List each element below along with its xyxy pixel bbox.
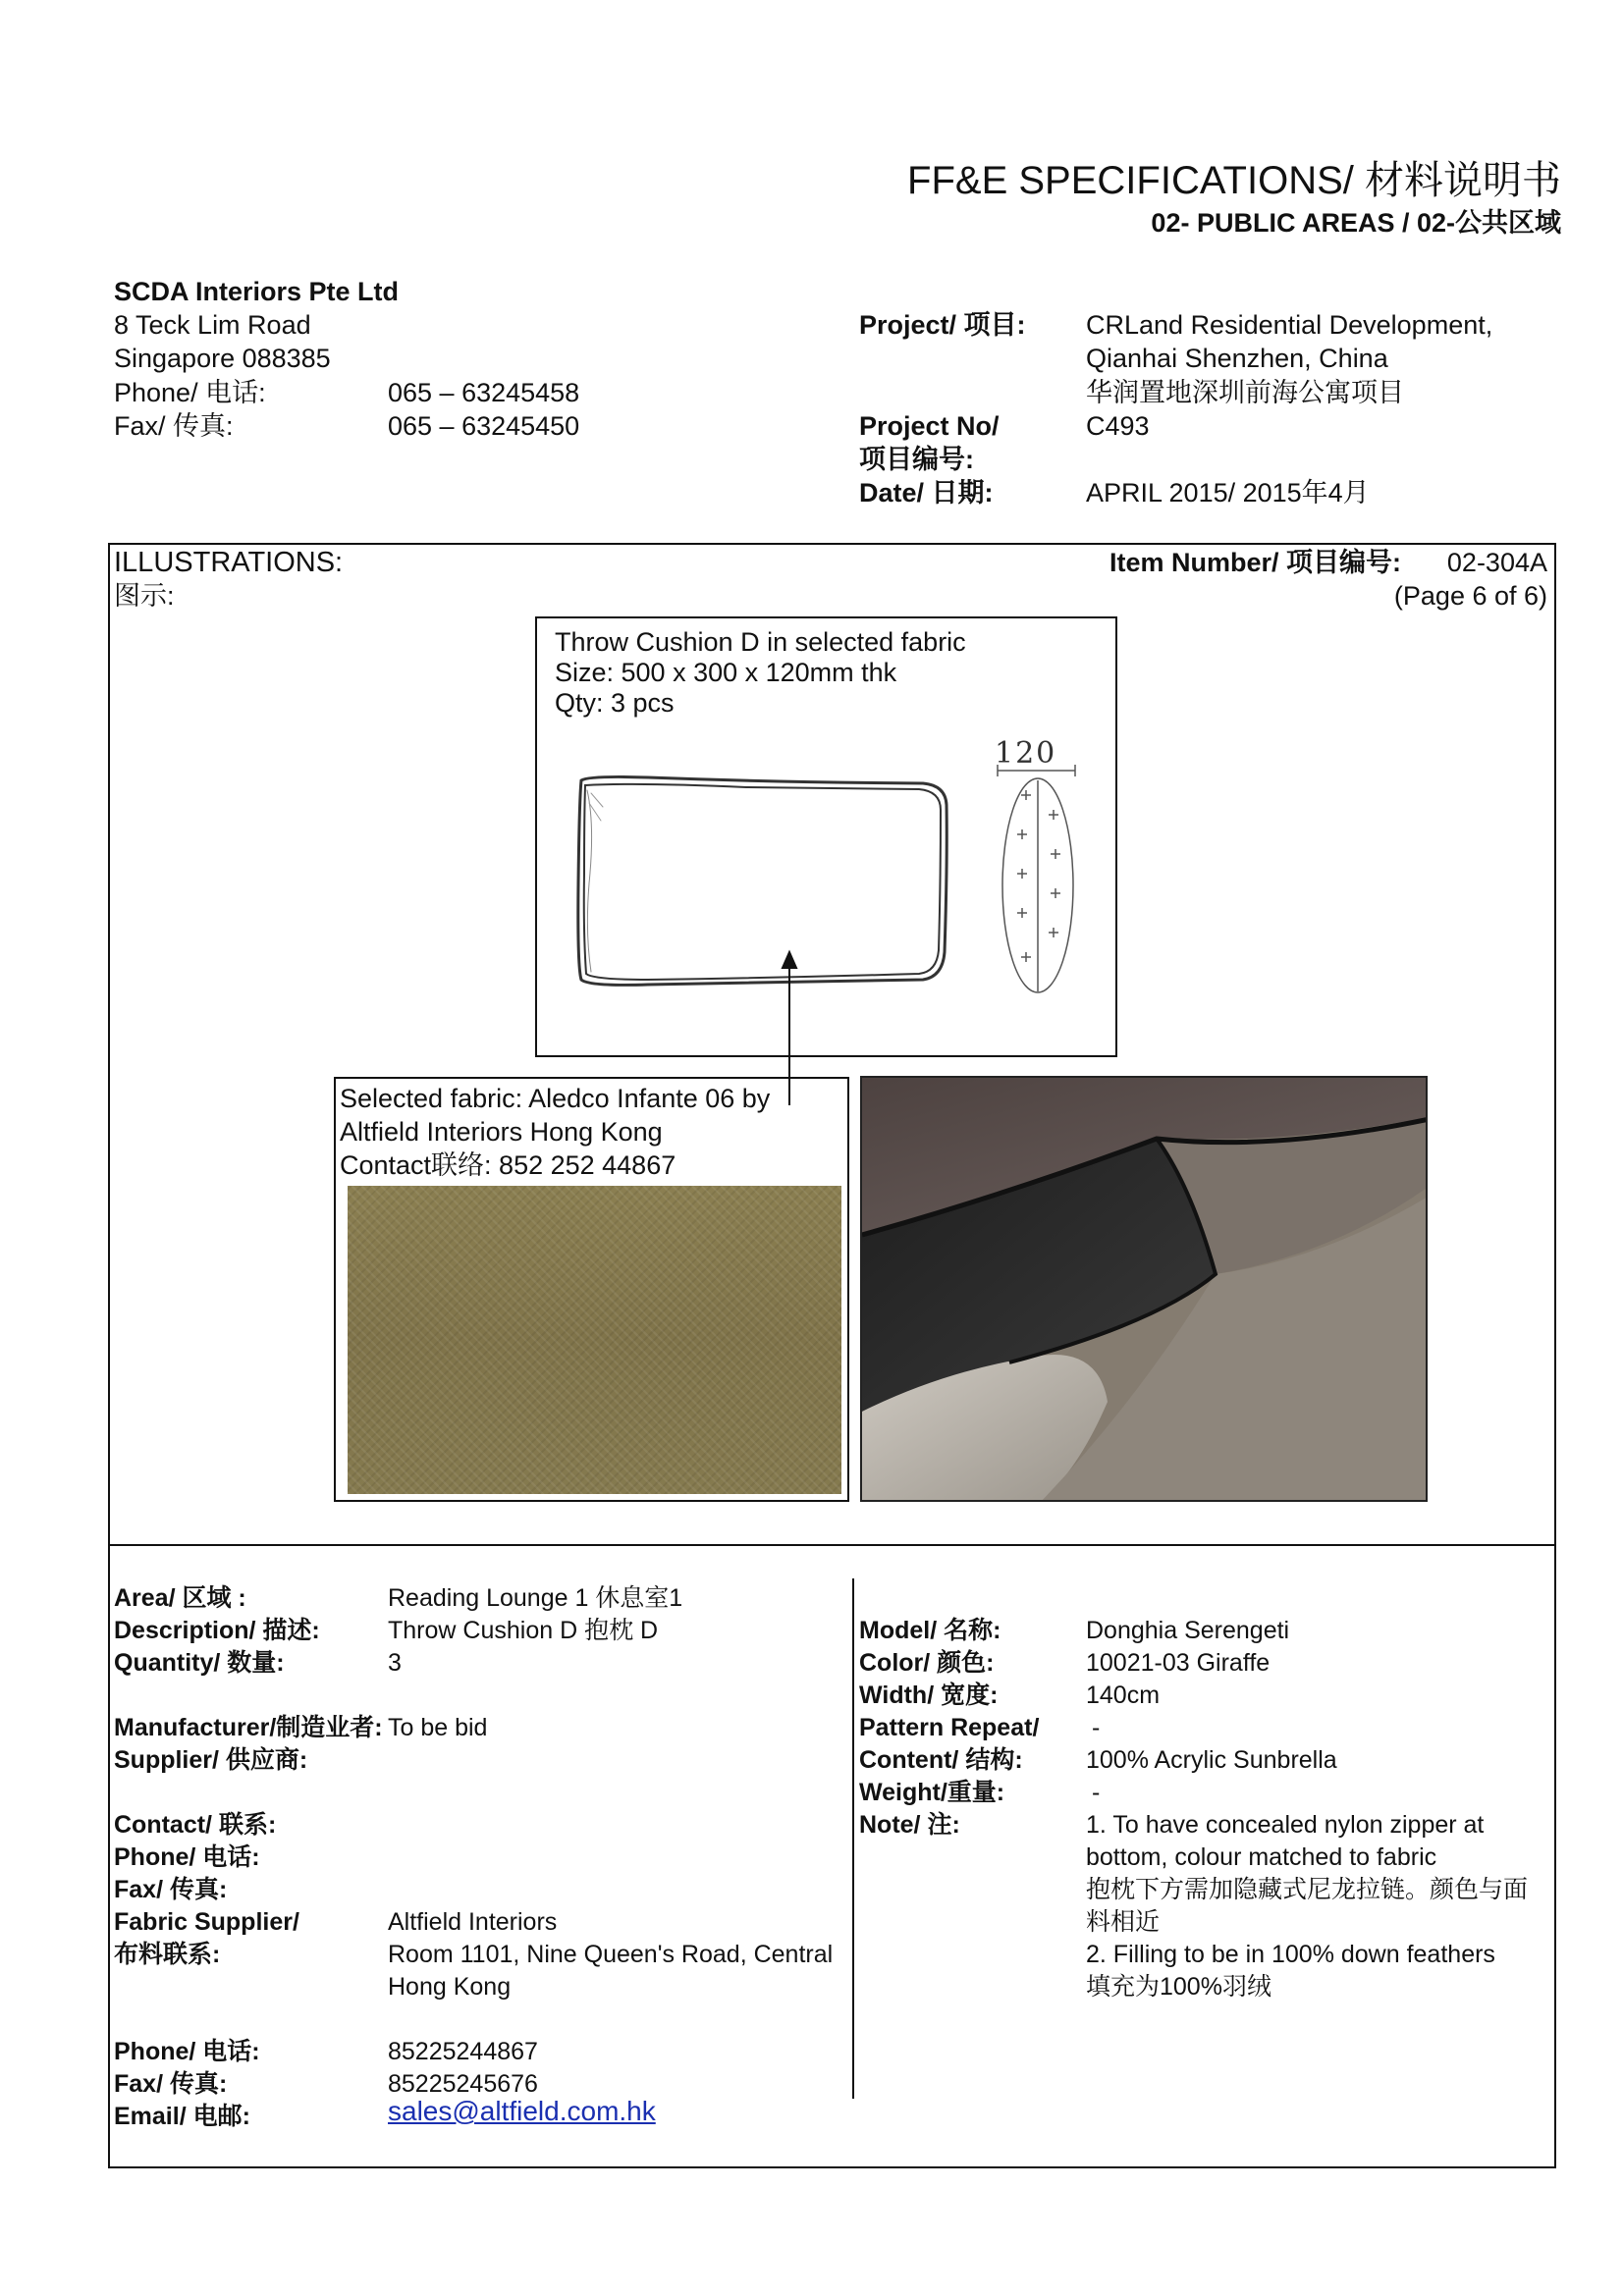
phone-label: Phone/ 电话:	[114, 1843, 260, 1871]
note-line: 抱枕下方需加隐藏式尼龙拉链。颜色与面	[1086, 1876, 1529, 1903]
fabric-supplier-city: Hong Kong	[388, 1973, 512, 2001]
project-name-line: 华润置地深圳前海公寓项目	[1086, 378, 1404, 407]
fabric-supplier-address: Room 1101, Nine Queen's Road, Central	[388, 1941, 834, 1968]
project-label: Project/ 项目:	[859, 310, 1026, 340]
model-value: Donghia Serengeti	[1086, 1617, 1290, 1644]
item-number: 02-304A	[1446, 548, 1547, 577]
fax-label: Fax/ 传真:	[114, 1876, 228, 1903]
company-fax: 065 – 63245450	[388, 411, 580, 441]
page-subtitle: 02- PUBLIC AREAS / 02-公共区域	[1151, 208, 1561, 238]
content-label: Content/ 结构:	[859, 1746, 1023, 1774]
pattern-repeat-value: -	[1092, 1714, 1101, 1741]
note-line: 料相近	[1086, 1908, 1161, 1936]
project-no: C493	[1086, 411, 1150, 441]
illustrations-heading: ILLUSTRATIONS:	[114, 547, 344, 578]
company-name: SCDA Interiors Pte Ltd	[114, 277, 400, 306]
company-phone: 065 – 63245458	[388, 378, 580, 407]
width-label: Width/ 宽度:	[859, 1682, 999, 1709]
column-divider	[852, 1578, 854, 2099]
fabric-supplier-text: Altfield Interiors Hong Kong	[340, 1117, 663, 1147]
description-value: Throw Cushion D 抱枕 D	[388, 1617, 659, 1644]
page-indicator: (Page 6 of 6)	[1393, 581, 1547, 611]
email-link[interactable]: sales@altfield.com.hk	[388, 2096, 656, 2126]
supplier-phone: 85225244867	[388, 2038, 538, 2065]
project-no-label-cn: 项目编号:	[859, 445, 974, 474]
fabric-swatch-image	[348, 1186, 841, 1494]
date-label: Date/ 日期:	[859, 478, 994, 507]
manufacturer-value: To be bid	[388, 1714, 488, 1741]
dimension-label: 120	[995, 736, 1057, 771]
content-value: 100% Acrylic Sunbrella	[1086, 1746, 1337, 1774]
supplier-label: Supplier/ 供应商:	[114, 1746, 308, 1774]
fabric-supplier-label-cn: 布料联系:	[114, 1941, 221, 1968]
supplier-phone-label: Phone/ 电话:	[114, 2038, 260, 2065]
weight-value: -	[1092, 1779, 1101, 1806]
contact-label: Contact/ 联系:	[114, 1811, 277, 1839]
cushion-description: Throw Cushion D in selected fabric	[555, 627, 966, 657]
fabric-supplier-name: Altfield Interiors	[388, 1908, 558, 1936]
page-title: FF&E SPECIFICATIONS/ 材料说明书	[907, 159, 1561, 202]
note-label: Note/ 注:	[859, 1811, 960, 1839]
quantity-value: 3	[388, 1649, 402, 1677]
email-label: Email/ 电邮:	[114, 2103, 250, 2130]
weight-label: Weight/重量:	[859, 1779, 1005, 1806]
cushion-photo	[860, 1076, 1428, 1502]
color-label: Color/ 颜色:	[859, 1649, 995, 1677]
manufacturer-label: Manufacturer/制造业者:	[114, 1714, 383, 1741]
note-line: 2. Filling to be in 100% down feathers	[1086, 1941, 1495, 1968]
description-label: Description/ 描述:	[114, 1617, 320, 1644]
company-phone-label: Phone/ 电话:	[114, 378, 266, 407]
note-line: bottom, colour matched to fabric	[1086, 1843, 1437, 1871]
note-line: 1. To have concealed nylon zipper at	[1086, 1811, 1485, 1839]
note-line: 填充为100%羽绒	[1086, 1973, 1271, 2001]
cushion-quantity: Qty: 3 pcs	[555, 688, 675, 718]
quantity-label: Quantity/ 数量:	[114, 1649, 285, 1677]
area-value: Reading Lounge 1 休息室1	[388, 1584, 683, 1612]
cushion-size: Size: 500 x 300 x 120mm thk	[555, 658, 897, 687]
color-value: 10021-03 Giraffe	[1086, 1649, 1271, 1677]
project-name-line: CRLand Residential Development,	[1086, 310, 1493, 340]
company-address-line: 8 Teck Lim Road	[114, 310, 311, 340]
project-no-label: Project No/	[859, 411, 1000, 441]
project-name-line: Qianhai Shenzhen, China	[1086, 344, 1388, 373]
model-label: Model/ 名称:	[859, 1617, 1001, 1644]
item-number-label: Item Number/ 项目编号:	[1109, 548, 1402, 577]
fabric-description: Selected fabric: Aledco Infante 06 by	[340, 1084, 771, 1113]
company-address-line: Singapore 088385	[114, 344, 331, 373]
fabric-contact: Contact联络: 852 252 44867	[340, 1150, 676, 1180]
fabric-supplier-label: Fabric Supplier/	[114, 1908, 299, 1936]
date-value: APRIL 2015/ 2015年4月	[1086, 478, 1370, 507]
supplier-fax-label: Fax/ 传真:	[114, 2070, 228, 2098]
company-fax-label: Fax/ 传真:	[114, 411, 234, 441]
illustrations-heading-cn: 图示:	[114, 581, 175, 611]
area-label: Area/ 区域 :	[114, 1584, 246, 1612]
pattern-repeat-label: Pattern Repeat/	[859, 1714, 1040, 1741]
width-value: 140cm	[1086, 1682, 1161, 1709]
supplier-fax: 85225245676	[388, 2070, 538, 2098]
